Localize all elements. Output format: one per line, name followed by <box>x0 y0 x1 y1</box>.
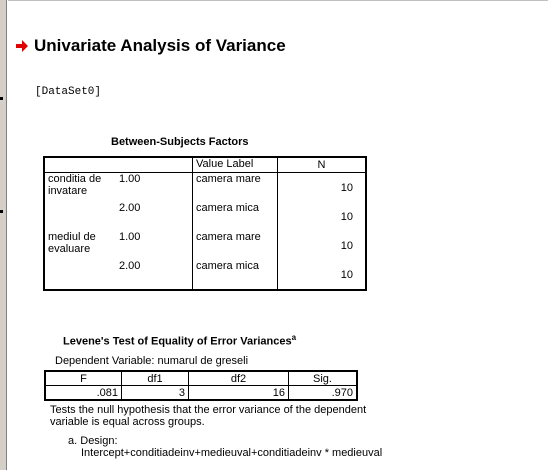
value-cell: .081 <box>45 386 122 401</box>
value-cell: 2.00 <box>111 202 193 231</box>
value-cell: 1.00 <box>111 173 193 203</box>
frame-tick <box>0 97 3 100</box>
dependent-variable-label: Dependent Variable: numarul de greseli <box>55 355 249 367</box>
footnote-design: Intercept+conditiadeinv+medieuval+conditiadeinv * medieuval <box>81 447 383 459</box>
value-cell: 1.00 <box>111 231 193 260</box>
header-cell: df2 <box>189 371 289 386</box>
page-title: Univariate Analysis of Variance <box>34 36 286 55</box>
n-cell: 10 <box>340 268 353 281</box>
label-cell: camera mare <box>193 173 278 203</box>
levene-note: Tests the null hypothesis that the error variance of the dependent variable is equal across groups. <box>50 404 367 428</box>
dataset-label: [DataSet0] <box>35 86 102 98</box>
frame-tick <box>0 210 3 213</box>
value-cell: 2.00 <box>111 260 193 290</box>
table-row <box>44 202 366 231</box>
between-subjects-table[interactable] <box>43 156 367 291</box>
levene-footnote <box>68 435 398 459</box>
header-cell: F <box>45 371 122 386</box>
table-row <box>44 260 366 290</box>
value-cell: .970 <box>289 386 358 401</box>
levene-title <box>63 333 296 348</box>
factor-cell <box>44 260 111 290</box>
header-cell <box>111 157 193 173</box>
levene-table[interactable] <box>44 370 358 401</box>
factor-cell: conditia de invatare <box>48 173 102 197</box>
footnote-marker: a. <box>68 435 78 447</box>
left-window-frame <box>0 0 7 470</box>
n-cell: 10 <box>340 181 353 194</box>
label-cell: camera mica <box>193 260 278 290</box>
header-cell: df1 <box>122 371 189 386</box>
table-row <box>44 173 366 203</box>
header-cell: Sig. <box>289 371 358 386</box>
table-header-row <box>45 371 357 386</box>
levene-title-sup: a <box>291 333 297 342</box>
table-row <box>44 231 366 260</box>
label-cell: camera mica <box>193 202 278 231</box>
value-cell: 16 <box>189 386 289 401</box>
factor-cell: mediul de evaluare <box>48 231 96 255</box>
red-arrow-icon <box>15 39 29 53</box>
top-rule <box>8 0 548 1</box>
between-subjects-title: Between-Subjects Factors <box>111 136 249 148</box>
table-header-row <box>44 157 366 173</box>
levene-title-text: Levene's Test of Equality of Error Variances <box>63 335 292 348</box>
table-row <box>45 386 357 401</box>
n-cell: 10 <box>340 210 353 223</box>
header-cell: Value Label <box>193 157 278 173</box>
label-cell: camera mare <box>193 231 278 260</box>
header-cell: N <box>278 157 367 173</box>
output-heading[interactable] <box>15 36 286 56</box>
factor-cell <box>44 202 111 231</box>
value-cell: 3 <box>122 386 189 401</box>
footnote-label: Design: <box>80 435 118 447</box>
n-cell: 10 <box>340 239 353 252</box>
header-cell <box>44 157 111 173</box>
